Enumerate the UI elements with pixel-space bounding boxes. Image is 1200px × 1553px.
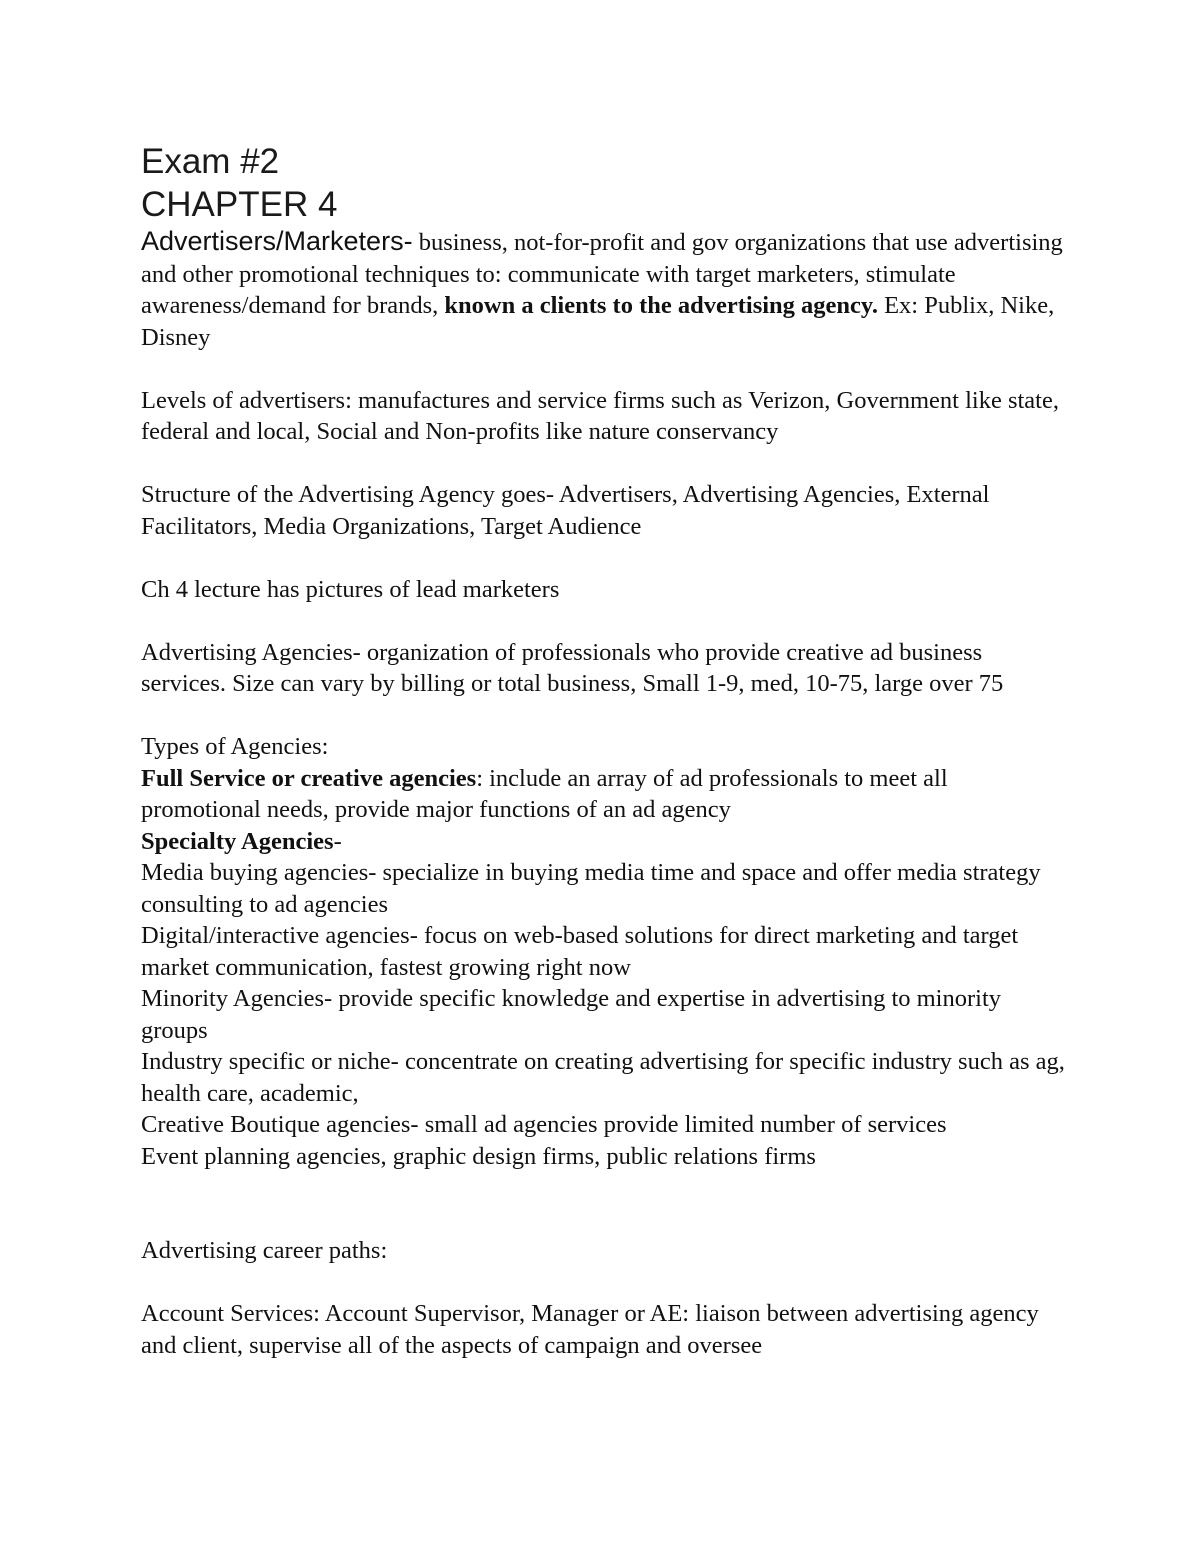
- specialty-dash: -: [333, 827, 342, 855]
- full-service-term: Full Service or creative agencies: [141, 764, 477, 792]
- lecture-note: Ch 4 lecture has pictures of lead marketers: [141, 575, 560, 603]
- account-services-paragraph: Account Services: Account Supervisor, Manager or AE: liaison between advertising agency and client, supervise all of the aspects of campaign and oversee: [141, 1300, 1039, 1359]
- advertisers-bold-note: known a clients to the advertising agency.: [444, 292, 878, 319]
- advertisers-term: Advertisers/Marketers-: [141, 226, 413, 256]
- specialty-item: Creative Boutique agencies- small ad agencies provide limited number of services: [141, 1111, 947, 1138]
- spacer: [141, 605, 1071, 637]
- levels-paragraph: Levels of advertisers: manufactures and service firms such as Verizon, Government like state, federal and local, Social and Non-profits like nature conservancy: [141, 386, 1059, 445]
- specialty-item: Minority Agencies- provide specific knowledge and expertise in advertising to minority groups: [141, 985, 1002, 1044]
- document-body: [141, 140, 1071, 1361]
- agencies-paragraph: Advertising Agencies- organization of professionals who provide creative ad business services. Size can vary by billing or total business, Small 1-9, med, 10-75, large over 75: [141, 638, 1004, 697]
- advertisers-paragraph: [141, 226, 1071, 353]
- career-heading: Advertising career paths:: [141, 1237, 388, 1264]
- specialty-item: Industry specific or niche- concentrate on creating advertising for specific industry such as ag, health care, academic,: [141, 1048, 1065, 1107]
- chapter-title: CHAPTER 4: [141, 185, 338, 224]
- specialty-item: Event planning agencies, graphic design firms, public relations firms: [141, 1142, 816, 1170]
- advertisers-examples: Ex: Publix, Nike, Disney: [141, 292, 1055, 351]
- structure-paragraph: Structure of the Advertising Agency goes- Advertisers, Advertising Agencies, External Facilitators, Media Organizations, Target Audience: [141, 481, 990, 540]
- specialty-heading: [141, 826, 1071, 858]
- specialty-item: Digital/interactive agencies- focus on web-based solutions for direct marketing and target market communication, fastest growing right now: [141, 922, 1019, 981]
- spacer: [141, 542, 1071, 574]
- spacer: [141, 353, 1071, 385]
- full-service-paragraph: [141, 763, 1071, 826]
- specialty-term: Specialty Agencies: [141, 827, 334, 855]
- types-heading: Types of Agencies:: [141, 733, 329, 760]
- full-service-definition: : include an array of ad professionals to meet all promotional needs, provide major functions of an ad agency: [141, 764, 948, 823]
- spacer: [141, 448, 1071, 480]
- spacer: [141, 1267, 1071, 1299]
- advertisers-definition: business, not-for-profit and gov organizations that use advertising and other promotional techniques to: communicate with target marketers, stimulate awareness/demand for brands,: [141, 229, 1063, 319]
- spacer: [141, 1172, 1071, 1235]
- spacer: [141, 700, 1071, 732]
- specialty-item: Media buying agencies- specialize in buying media time and space and offer media strategy consulting to ad agencies: [141, 859, 1041, 918]
- exam-title: Exam #2: [141, 142, 280, 181]
